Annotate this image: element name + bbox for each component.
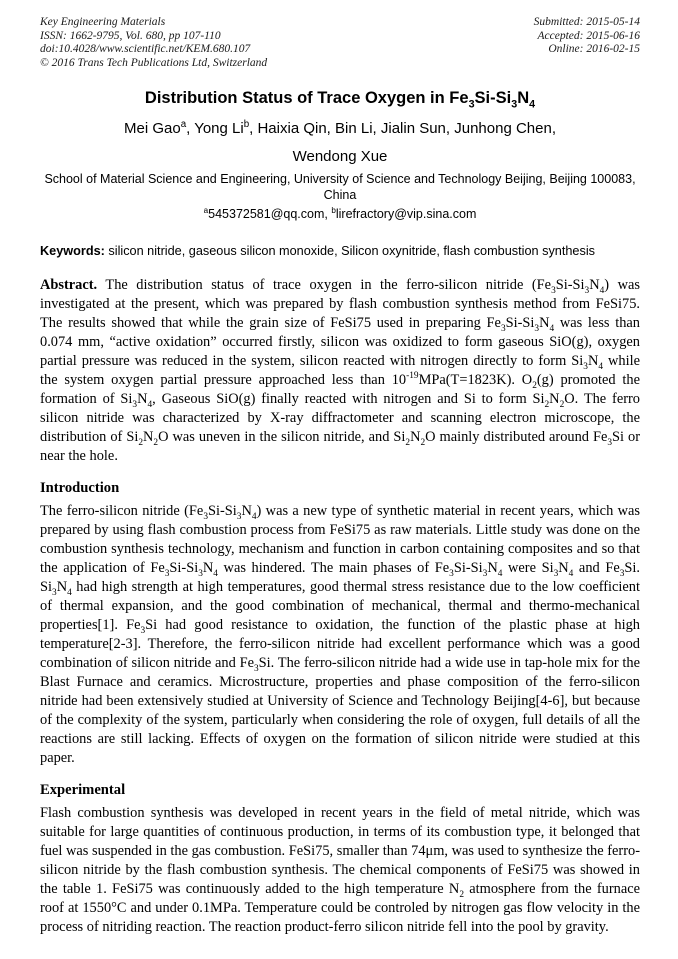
experimental-paragraph: Flash combustion synthesis was developed in recent years in the field of metal nitride, which was suitable for large quantities of continuous production, in terms of its combustion type, it belonged that fuel was suspended in the gas combustion. FeSi75, smaller than 74μm, was used to synthesize the ferro-silicon nitride by the flash combustion synthesis. The chemical components of FeSi75 was showed in the table 1. FeSi75 was continuously added to the high temperature $N_2$ atmosphere from the furnace roof at 1550°C and under 0.1MPa. Temperature could be controled by nitrogen gas flow velocity in the process of nitriding reaction. The reaction product-ferro silicon nitride fell into the pool by gravity. xyxy=(40,805,640,935)
journal-doi: doi:10.4028/www.scientific.net/KEM.680.107 xyxy=(40,43,251,55)
author-emails: $^a$545372581@qq.com, $^b$lirefractory@vip.sina.com xyxy=(203,205,477,221)
journal-info-block xyxy=(40,16,267,70)
keywords-text: silicon nitride, gaseous silicon monoxide, Silicon oxynitride, flash combustion synthesis xyxy=(104,244,595,258)
section-heading-experimental: Experimental xyxy=(40,782,126,798)
journal-header xyxy=(40,16,640,70)
online-date: Online: 2016-02-15 xyxy=(548,43,640,55)
keywords-label: Keywords: xyxy=(40,244,105,258)
section-heading-introduction: Introduction xyxy=(40,480,120,496)
abstract xyxy=(40,276,640,466)
authors-line-1: Mei Gao$^a$, Yong Li$^b$, Haixia Qin, Bin Li, Jialin Sun, Junhong Chen, xyxy=(124,119,556,137)
submission-dates-block xyxy=(534,16,640,70)
paper-title: Distribution Status of Trace Oxygen in $Fe_3Si-Si_3N_4$ xyxy=(144,89,536,111)
keywords-line xyxy=(40,243,640,260)
journal-copyright: © 2016 Trans Tech Publications Ltd, Switzerland xyxy=(40,56,268,69)
introduction-paragraph: The ferro-silicon nitride $(Fe_3Si-Si_3N_4)$ was a new type of synthetic material in recent years, which was prepared by using flash combustion process from FeSi75 as raw materials. Little study was done on the combustion synthesis technology, mechanism and function in carbon containing composites and so that the application of $Fe_3Si-Si_3N_4$ was hindered. The main phases of $Fe_3Si-Si_3N_4$ were $Si_3N_4$ and $Fe_3Si$. $Si_3N_4$ had high strength at high temperatures, good thermal stress resistance due to the low coefficient of thermal expansion, and the good combination of mechanical, thermal and thermo-mechanical properties[1]. $Fe_3Si$ had good resistance to oxidation, the function of the plastic phase at high temperature[2-3]. Therefore, the ferro-silicon nitride had excellent performance which was a good combination of silicon nitride and $Fe_3Si$. The ferro-silicon nitride had a wide use in tap-hole mix for the Blast Furnace and ceramics. Microstructure, properties and phase composition of the ferro-silicon nitride had been extensively studied at University of Science and Technology Beijing[4-6], but because of the complexity of the system, particularly when considering the role of oxygen, full details of all the reactions are still lacking. Effects of oxygen on the formation of silicon nitride were studied at this paper. xyxy=(40,503,640,766)
submitted-date: Submitted: 2015-05-14 xyxy=(533,16,640,28)
affiliation: School of Material Science and Engineering, University of Science and Technology Beijing, Beijing 100083, China xyxy=(44,172,636,202)
abstract-label: Abstract. xyxy=(40,277,98,293)
authors-line-2: Wendong Xue xyxy=(292,148,388,165)
journal-issn-volume: ISSN: 1662-9795, Vol. 680, pp 107-110 xyxy=(40,29,221,42)
abstract-text: The distribution status of trace oxygen in the ferro-silicon nitride $(Fe_3Si-Si_3N_4)$ was investigated at the present, which was prepared by flash combustion synthesis method from FeSi75. The results showed that while the grain size of FeSi75 used in preparing $Fe_3Si-Si_3N_4$ was less than 0.074 mm, “active oxidation” occurred firstly, silicon was oxidized to form gaseous SiO(g), oxygen partial pressure was reduced in the system, silicon reacted with nitrogen directly to form $Si_3N_4$ while the system oxygen partial pressure approached less than $10^{-19}MPa(T=1823K)$. $O_2(g)$ promoted the formation of $Si_3N_4$, Gaseous SiO(g) finally reacted with nitrogen and Si to form $Si_2N_2O$. The ferro silicon nitride was characterized by X-ray diffractometer and scanning electron microscope, the distribution of $Si_2N_2O$ was uneven in the silicon nitride, and $Si_2N_2O$ mainly distributed around $Fe_3Si$ or near the hole. xyxy=(40,277,641,464)
accepted-date: Accepted: 2015-06-16 xyxy=(537,29,640,42)
journal-name: Key Engineering Materials xyxy=(40,16,166,28)
